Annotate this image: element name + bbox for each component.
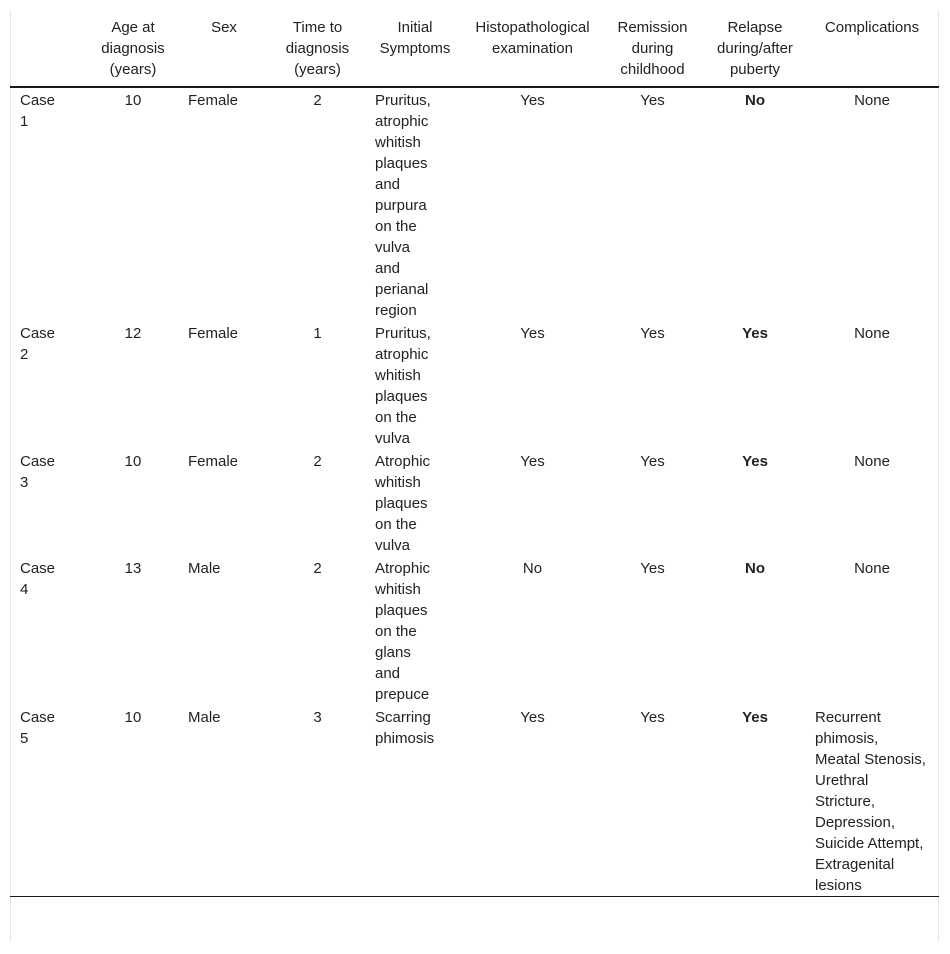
header-histo: Histopathological examination <box>475 19 590 57</box>
header-sex: Sex <box>211 19 237 36</box>
table-row <box>10 449 939 556</box>
header-remission: Remission during childhood <box>617 19 688 78</box>
histo-cell: No <box>522 560 543 577</box>
table-row <box>10 705 939 897</box>
histo-cell: Yes <box>520 325 545 342</box>
sex-cell: Female <box>188 453 239 470</box>
symptoms-cell: Atrophic whitish plaques on the glans and prepuce <box>375 560 431 703</box>
symptoms-cell: Pruritus, atrophic whitish plaques on the vulva <box>375 325 431 447</box>
case-label: Case 5 <box>20 709 56 747</box>
age-cell: 10 <box>124 709 142 726</box>
sex-cell: Male <box>188 560 221 577</box>
symptoms-cell: Scarring phimosis <box>375 709 435 747</box>
relapse-cell: No <box>745 92 765 109</box>
relapse-cell: Yes <box>742 325 768 342</box>
case-label: Case 1 <box>20 92 56 130</box>
complications-cell: None <box>854 325 890 342</box>
remission-cell: Yes <box>640 453 665 470</box>
time-cell: 1 <box>313 325 322 342</box>
sex-cell: Female <box>188 92 239 109</box>
remission-cell: Yes <box>640 560 665 577</box>
table-row <box>10 87 939 321</box>
age-cell: 13 <box>124 560 142 577</box>
histo-cell: Yes <box>520 92 545 109</box>
relapse-cell: Yes <box>742 453 768 470</box>
complications-cell: None <box>854 560 890 577</box>
remission-cell: Yes <box>640 325 665 342</box>
histo-cell: Yes <box>520 709 545 726</box>
age-cell: 10 <box>124 92 142 109</box>
age-cell: 10 <box>124 453 142 470</box>
symptoms-cell: Pruritus, atrophic whitish plaques and purpura on the vulva and perianal region <box>375 92 431 319</box>
time-cell: 2 <box>313 453 322 470</box>
header-complications: Complications <box>824 19 920 36</box>
relapse-cell: Yes <box>742 709 768 726</box>
case-table <box>10 11 939 897</box>
complications-cell: Recurrent phimosis, Meatal Stenosis, Urethral Stricture, Depression, Suicide Attempt, Extragenital lesions <box>815 709 926 894</box>
symptoms-cell: Atrophic whitish plaques on the vulva <box>375 453 431 554</box>
complications-cell: None <box>854 92 890 109</box>
header-row <box>10 11 939 87</box>
case-label: Case 2 <box>20 325 56 363</box>
relapse-cell: No <box>745 560 765 577</box>
header-relapse: Relapse during/after puberty <box>717 19 793 78</box>
time-cell: 2 <box>313 92 322 109</box>
case-label: Case 3 <box>20 453 56 491</box>
age-cell: 12 <box>124 325 142 342</box>
header-time: Time to diagnosis (years) <box>285 19 350 78</box>
remission-cell: Yes <box>640 92 665 109</box>
table-row <box>10 556 939 705</box>
header-symptoms: Initial Symptoms <box>379 19 451 57</box>
header-case <box>10 11 88 87</box>
sex-cell: Female <box>188 325 239 342</box>
sex-cell: Male <box>188 709 221 726</box>
complications-cell: None <box>854 453 890 470</box>
histo-cell: Yes <box>520 453 545 470</box>
remission-cell: Yes <box>640 709 665 726</box>
case-label: Case 4 <box>20 560 56 598</box>
time-cell: 2 <box>313 560 322 577</box>
header-age: Age at diagnosis (years) <box>101 19 165 78</box>
table-row <box>10 321 939 449</box>
time-cell: 3 <box>313 709 322 726</box>
